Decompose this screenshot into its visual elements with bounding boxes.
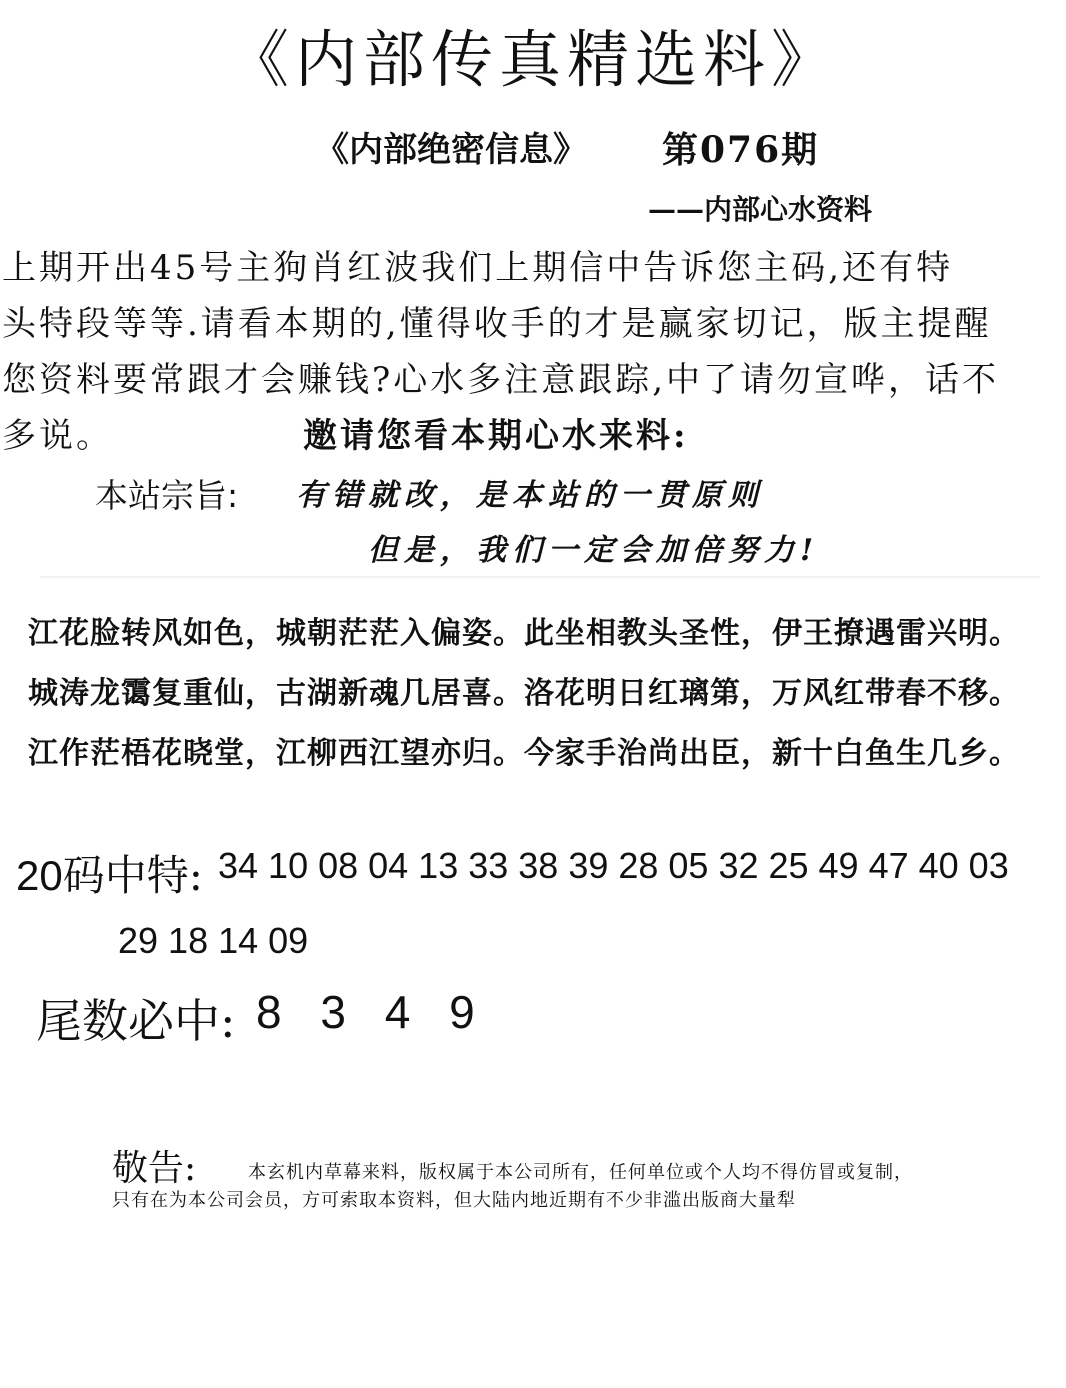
intro-line-2: 头特段等等.请看本期的,懂得收手的才是赢家切记，版主提醒	[2, 304, 992, 344]
codes-row-1: 34 10 08 04 13 33 38 39 28 05 32 25 49 47 40 03	[218, 845, 1009, 886]
source-label: ——内部心水资料	[648, 193, 873, 226]
codes-label-number: 20	[16, 852, 63, 899]
poem-line-3: 江作茫梧花晓堂，江柳西江望亦归。今家手治尚出臣，新十白鱼生几乡。	[28, 736, 1020, 771]
intro-line-1-text: 上期开出45号主狗肖红波我们上期信中告诉您主	[2, 248, 792, 288]
intro-line-1-end: 码,还有特	[791, 248, 954, 288]
page-title: 《内部传真精选料》	[226, 23, 839, 96]
intro-line-4	[2, 408, 1064, 464]
motto-line-2: 但是，我们一定会加倍努力!	[368, 533, 820, 568]
intro-line-1	[2, 240, 1064, 296]
intro-line-4-text: 多说。	[2, 416, 113, 456]
issue-number: 第076期	[662, 129, 820, 171]
codes-label	[16, 843, 203, 903]
tail-digits: 8 3 4 9	[256, 986, 475, 1038]
tail-label: 尾数必中:	[36, 994, 236, 1048]
codes-label-text: 码中特:	[62, 851, 203, 900]
codes-row-2: 29 18 14 09	[118, 920, 309, 961]
poem-line-1: 江花脸转风如色，城朝茫茫入偏姿。此坐相教头圣性，伊王撩遇雷兴明。	[28, 616, 1020, 651]
notice-label: 敬告:	[112, 1148, 197, 1189]
motto-label: 本站宗旨:	[95, 476, 239, 515]
intro-line-3: 您资料要常跟才会赚钱?心水多注意跟踪,中了请勿宣哗，话不	[2, 360, 1000, 400]
subtitle: 《内部绝密信息》	[315, 130, 587, 170]
poem-line-2: 城涛龙霭复重仙，古湖新魂几居喜。洛花明日红璃第，万风红带春不移。	[28, 676, 1020, 711]
notice-line-2: 只有在为本公司会员，方可索取本资料，但大陆内地近期有不少非滥出版商大量犁	[112, 1190, 796, 1211]
motto-line-1: 有错就改，是本站的一贯原则	[296, 478, 764, 513]
intro-paragraph	[2, 240, 1064, 464]
divider	[40, 576, 1040, 578]
notice-line-1: 本玄机内草幕来料，版权属于本公司所有，任何单位或个人均不得仿冒或复制，	[248, 1162, 913, 1183]
invite-text: 邀请您看本期心水来料:	[303, 416, 689, 456]
